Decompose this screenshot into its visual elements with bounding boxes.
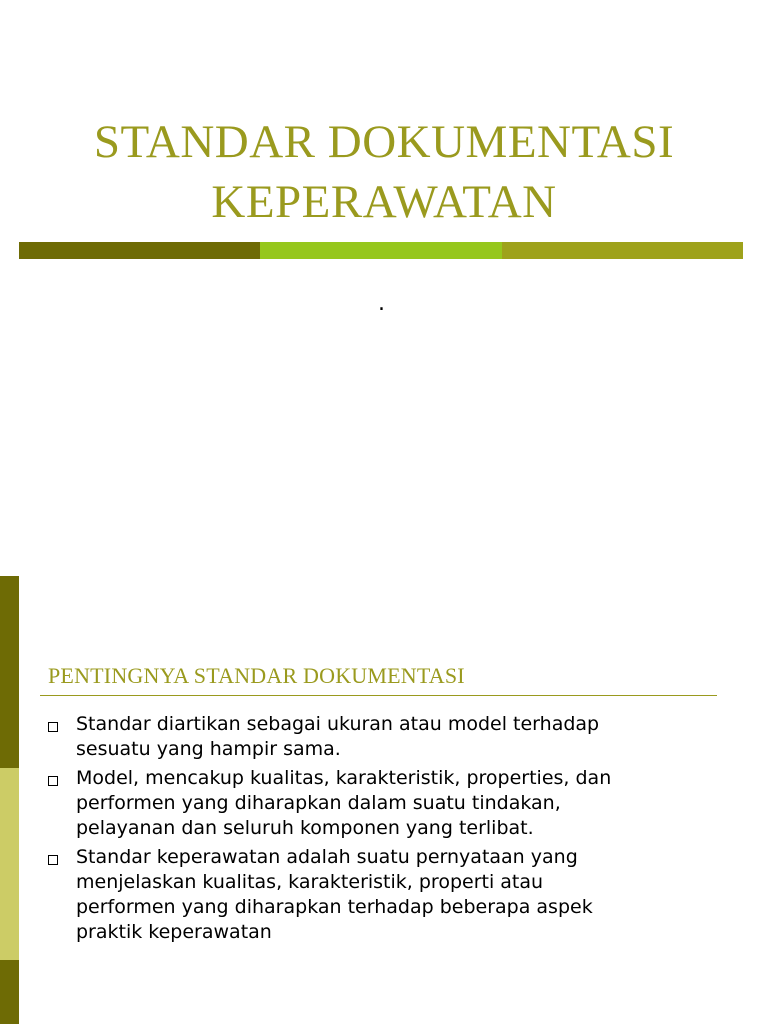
title-divider-segment-3	[502, 242, 743, 259]
bullet-item	[46, 845, 726, 945]
slide-title	[0, 112, 768, 232]
slide-subtitle: .	[378, 291, 385, 316]
left-accent-segment-3	[0, 960, 19, 1024]
bullet-item	[46, 766, 726, 841]
title-divider-segment-2	[260, 242, 501, 259]
bullet-line: menjelaskan kualitas, karakteristik, properti atau	[76, 871, 544, 893]
bullet-line: Model, mencakup kualitas, karakteristik, properties, dan	[76, 767, 612, 789]
bullet-line: pelayanan dan seluruh komponen yang terlibat.	[76, 817, 534, 839]
section-divider-line	[40, 695, 717, 696]
bullet-line: Standar keperawatan adalah suatu pernyataan yang	[76, 846, 578, 868]
title-divider-bar	[19, 242, 743, 259]
square-bullet-icon	[48, 776, 58, 786]
bullet-item	[46, 712, 726, 762]
bullet-list	[46, 712, 726, 949]
left-accent-segment-1	[0, 576, 19, 768]
section-title: PENTINGNYA STANDAR DOKUMENTASI	[48, 663, 465, 688]
slide-title-line-2: KEPERAWATAN	[211, 176, 557, 228]
left-accent-segment-2	[0, 768, 19, 960]
slide-title-line-1: STANDAR DOKUMENTASI	[93, 116, 675, 168]
square-bullet-icon	[48, 722, 58, 732]
square-bullet-icon	[48, 855, 58, 865]
bullet-line: sesuatu yang hampir sama.	[76, 738, 341, 760]
bullet-line: praktik keperawatan	[76, 921, 272, 943]
left-accent-strip	[0, 576, 19, 1024]
bullet-line: performen yang diharapkan terhadap beberapa aspek	[76, 896, 593, 918]
title-divider-segment-1	[19, 242, 260, 259]
bullet-line: performen yang diharapkan dalam suatu tindakan,	[76, 792, 561, 814]
bullet-line: Standar diartikan sebagai ukuran atau model terhadap	[76, 713, 600, 735]
